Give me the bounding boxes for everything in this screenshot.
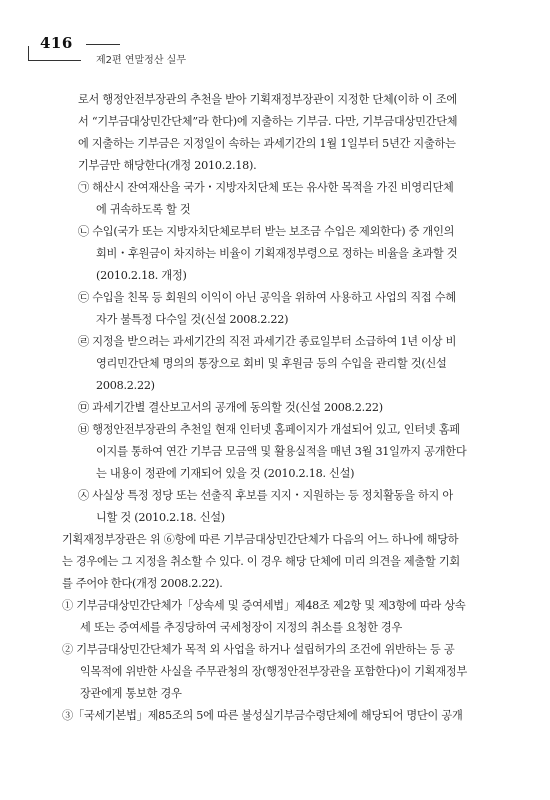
list-item-text: ㉡ 수입(국가 또는 지방자치단체로부터 받는 보조금 수입은 제외한다) 중 개인의: [78, 225, 455, 238]
text-line: 를 주어야 한다(개정 2008.2.22).: [62, 577, 223, 590]
text-line: 기부금만 해당한다(개정 2010.2.18).: [78, 159, 257, 172]
list-item-text: (2010.2.18. 개정): [96, 269, 187, 282]
list-item-text: 니할 것 (2010.2.18. 신설): [96, 511, 225, 524]
list-item-text: ㉥ 행정안전부장관의 추천일 현재 인터넷 홈페이지가 개설되어 있고, 인터넷 홈페: [78, 423, 460, 436]
list-item-text: 에 귀속하도록 할 것: [96, 203, 191, 216]
list-item-text: 영리민간단체 명의의 통장으로 회비 및 후원금 등의 수입을 관리할 것(신설: [96, 357, 447, 370]
list-item-text: 자가 불특정 다수일 것(신설 2008.2.22): [96, 313, 289, 326]
list-item-text: 장관에게 통보한 경우: [80, 687, 182, 700]
list-item-text: 2008.2.22): [96, 379, 155, 392]
list-item-text: ② 기부금대상민간단체가 목적 외 사업을 하거나 설립허가의 조건에 위반하는 등 공: [62, 643, 455, 656]
list-item-text: 이지를 통하여 연간 기부금 모금액 및 활용실적을 매년 3월 31일까지 공개한다: [96, 445, 467, 458]
chapter-title: 제2편 연말정산 실무: [96, 55, 186, 66]
list-item-text: ㉣ 지정을 받으려는 과세기간의 직전 과세기간 종료일부터 소급하여 1년 이상 비: [78, 335, 457, 348]
text-line: 는 경우에는 그 지정을 취소할 수 있다. 이 경우 해당 단체에 미리 의견을 제출할 기회: [62, 555, 460, 568]
list-item-text: 는 내용이 정관에 기재되어 있을 것 (2010.2.18. 신설): [96, 467, 355, 480]
text-line: 서 “기부금대상민간단체”라 한다)에 지출하는 기부금. 다만, 기부금대상민간단체: [78, 115, 458, 128]
list-item-text: ㉦ 사실상 특정 정당 또는 선출직 후보를 지지・지원하는 등 정치활동을 하지 아: [78, 489, 453, 502]
list-item-text: 세 또는 증여세를 추징당하여 국세청장이 지정의 취소를 요청한 경우: [80, 621, 403, 634]
list-item-text: 회비・후원금이 차지하는 비율이 기획재정부령으로 정하는 비율을 초과할 것: [96, 247, 458, 260]
text-line: 에 지출하는 기부금은 지정일이 속하는 과세기간의 1월 1일부터 5년간 지출하는: [78, 137, 456, 150]
list-item-text: 익목적에 위반한 사실을 주무관청의 장(행정안전부장관을 포함한다)이 기획재정부: [80, 665, 468, 678]
text-line: 로서 행정안전부장관의 추천을 받아 기획재정부장관이 지정한 단체(이하 이 조에: [78, 93, 457, 106]
list-item-text: ㉠ 해산시 잔여재산을 국가・지방자치단체 또는 유사한 목적을 가진 비영리단체: [78, 181, 454, 194]
list-item-text: ③「국세기본법」제85조의 5에 따른 불성실기부금수령단체에 해당되어 명단이 공개: [62, 709, 463, 722]
list-item-text: ㉢ 수입을 친목 등 회원의 이익이 아닌 공익을 위하여 사용하고 사업의 직접 수혜: [78, 291, 456, 304]
page-number: 416: [40, 34, 73, 52]
list-item-text: ① 기부금대상민간단체가「상속세 및 증여세법」제48조 제2항 및 제3항에 따라 상속: [62, 599, 466, 612]
text-line: 기획재정부장관은 위 ⑥항에 따른 기부금대상민간단체가 다음의 어느 하나에 해당하: [62, 533, 459, 546]
list-item-text: ㉤ 과세기간별 결산보고서의 공개에 동의할 것(신설 2008.2.22): [78, 401, 383, 414]
